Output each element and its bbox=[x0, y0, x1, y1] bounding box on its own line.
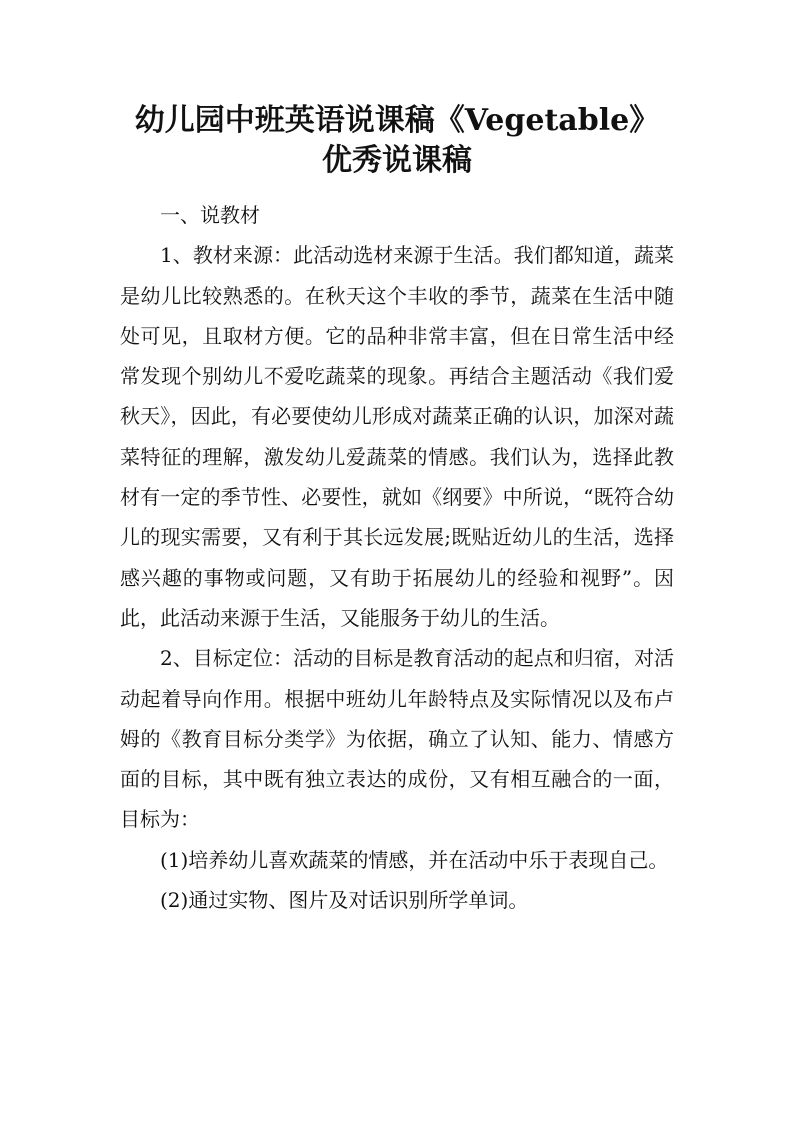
document-title-line-2: 优秀说课稿 bbox=[322, 143, 472, 178]
goal-item-1: (1)培养幼儿喜欢蔬菜的情感，并在活动中乐于表现自己。 bbox=[160, 847, 669, 872]
document-title-line-1: 幼儿园中班英语说课稿《Vegetable》 bbox=[134, 103, 660, 138]
section-heading: 一、说教材 bbox=[160, 203, 260, 227]
paragraph-material-source: 1、教材来源：此活动选材来源于生活。我们都知道，蔬菜是幼儿比较熟悉的。在秋天这个丰收的季节，蔬菜在生活中随处可见，且取材方便。它的品种非常丰富，但在日常生活中经常发现个别幼儿不爱吃蔬菜的现象。再结合主题活动《我们爱秋天》，因此，有必要使幼儿形成对蔬菜正确的认识，加深对蔬菜特征的理解，激发幼儿爱蔬菜的情感。我们认为，选择此教材有一定的季节性、必要性，就如《纲要》中所说，“既符合幼儿的现实需要，又有利于其长远发展;既贴近幼儿的生活，选择感兴趣的事物或问题，又有助于拓展幼儿的经验和视野”。因此，此活动来源于生活，又能服务于幼儿的生活。 bbox=[120, 243, 674, 630]
document-body bbox=[120, 195, 674, 920]
paragraph-goal-positioning: 2、目标定位：活动的目标是教育活动的起点和归宿，对活动起着导向作用。根据中班幼儿年龄特点及实际情况以及布卢姆的《教育目标分类学》为依据，确立了认知、能力、情感方面的目标，其中既有独立表达的成份，又有相互融合的一面，目标为： bbox=[120, 646, 674, 832]
goal-item-2: (2)通过实物、图片及对话识别所学单词。 bbox=[160, 888, 529, 913]
